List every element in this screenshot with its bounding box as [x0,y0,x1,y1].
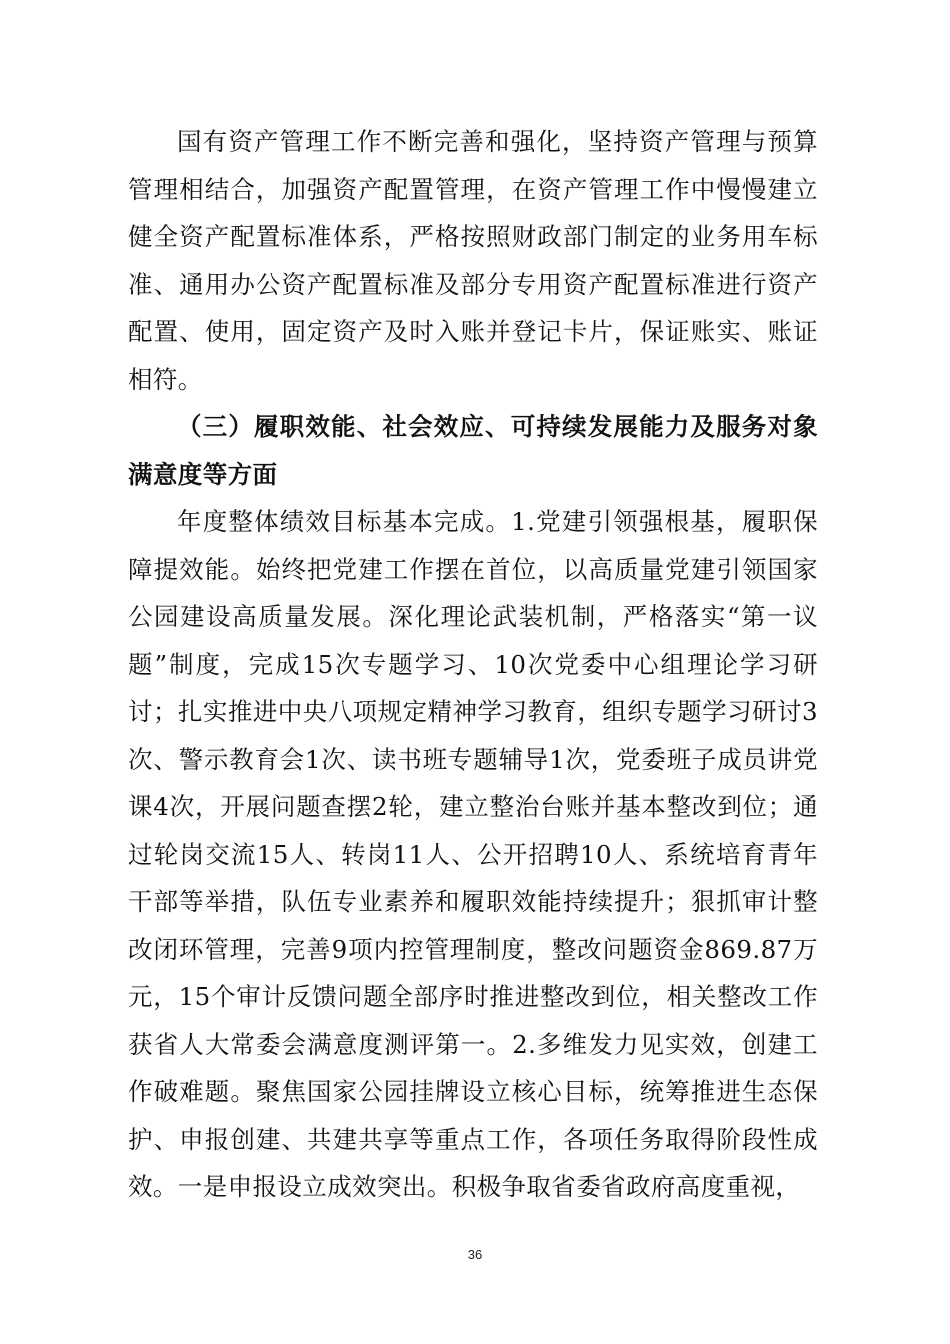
paragraph-performance: 年度整体绩效目标基本完成。1.党建引领强根基，履职保障提效能。始终把党建工作摆在首位，以高质量党建引领国家公园建设高质量发展。深化理论武装机制，严格落实“第一议题”制度，完成15次专题学习、10次党委中心组理论学习研讨；扎实推进中央八项规定精神学习教育，组织专题学习研讨3次、警示教育会1次、读书班专题辅导1次，党委班子成员讲党课4次，开展问题查摆2轮，建立整治台账并基本整改到位；通过轮岗交流15人、转岗11人、公开招聘10人、系统培育青年干部等举措，队伍专业素养和履职效能持续提升；狠抓审计整改闭环管理，完善9项内控管理制度，整改问题资金869.87万元，15个审计反馈问题全部序时推进整改到位，相关整改工作获省人大常委会满意度测评第一。2.多维发力见实效，创建工作破难题。聚焦国家公园挂牌设立核心目标，统筹推进生态保护、申报创建、共建共享等重点工作，各项任务取得阶段性成效。一是申报设立成效突出。积极争取省委省政府高度重视， [128,507,818,1201]
page-number: 36 [467,1247,483,1262]
document-body [128,118,818,1211]
section-heading: （三）履职效能、社会效应、可持续发展能力及服务对象满意度等方面 [128,412,818,489]
paragraph-asset-management: 国有资产管理工作不断完善和强化，坚持资产管理与预算管理相结合，加强资产配置管理，在资产管理工作中慢慢建立健全资产配置标准体系，严格按照财政部门制定的业务用车标准、通用办公资产配置标准及部分专用资产配置标准进行资产配置、使用，固定资产及时入账并登记卡片，保证账实、账证相符。 [128,127,818,394]
